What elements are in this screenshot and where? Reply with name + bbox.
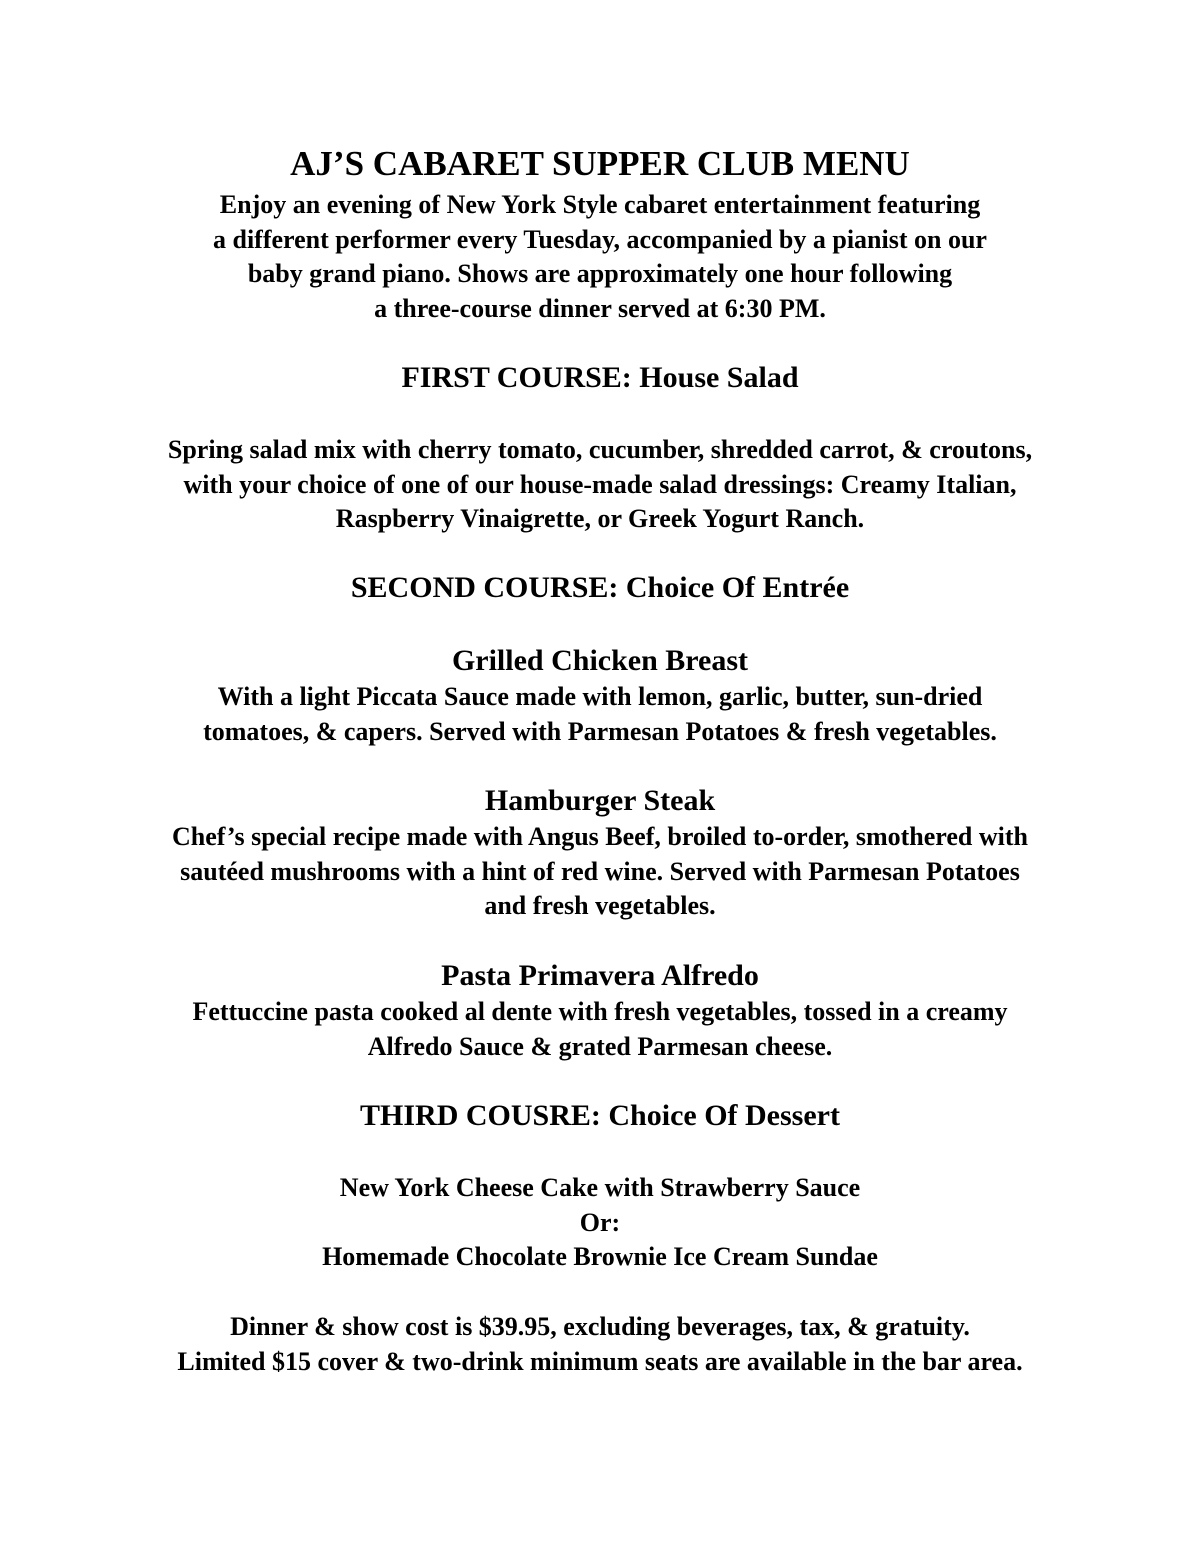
intro-line: baby grand piano. Shows are approximately one hour following (247, 259, 953, 288)
pricing-line: Limited $15 cover & two-drink minimum seats are available in the bar area. (177, 1346, 1023, 1376)
dessert-item: New York Cheese Cake with Strawberry Sauce (339, 1173, 861, 1202)
second-course-heading: SECOND COURSE: Choice Of Entrée (350, 571, 850, 604)
description-line: and fresh vegetables. (484, 891, 716, 920)
first-course-heading: FIRST COURSE: House Salad (401, 361, 799, 394)
dessert-list (0, 1171, 1200, 1275)
entree-description (0, 995, 1200, 1064)
description-line: Spring salad mix with cherry tomato, cucumber, shredded carrot, & croutons, (167, 435, 1033, 464)
dessert-separator: Or: (579, 1207, 621, 1237)
entree-name: Pasta Primavera Alfredo (441, 959, 759, 992)
entree-name: Grilled Chicken Breast (451, 644, 749, 677)
description-line: Raspberry Vinaigrette, or Greek Yogurt Ranch. (335, 504, 865, 533)
menu-title: AJ’S CABARET SUPPER CLUB MENU (290, 144, 910, 183)
intro-line: a different performer every Tuesday, accompanied by a pianist on our (213, 224, 987, 254)
intro-line: Enjoy an evening of New York Style cabaret entertainment featuring (219, 190, 981, 219)
description-line: Chef’s special recipe made with Angus Beef, broiled to-order, smothered with (171, 822, 1028, 851)
entree-description (0, 680, 1200, 749)
description-line: tomatoes, & capers. Served with Parmesan Potatoes & fresh vegetables. (203, 716, 997, 746)
description-line: Fettuccine pasta cooked al dente with fresh vegetables, tossed in a creamy (192, 997, 1008, 1026)
entree-name: Hamburger Steak (484, 784, 716, 817)
description-line: sautéed mushrooms with a hint of red wine. Served with Parmesan Potatoes (180, 856, 1020, 886)
intro-line: a three-course dinner served at 6:30 PM. (374, 293, 826, 323)
intro-paragraph (0, 188, 1200, 326)
description-line: With a light Piccata Sauce made with lemon, garlic, butter, sun-dried (217, 682, 983, 711)
pricing-line: Dinner & show cost is $39.95, excluding beverages, tax, & gratuity. (230, 1312, 970, 1341)
pricing-info (0, 1310, 1200, 1379)
description-line: Alfredo Sauce & grated Parmesan cheese. (367, 1031, 833, 1061)
third-course-heading: THIRD COUSRE: Choice Of Dessert (360, 1099, 840, 1132)
entree-description (0, 820, 1200, 924)
description-line: with your choice of one of our house-made salad dressings: Creamy Italian, (183, 469, 1017, 499)
dessert-item: Homemade Chocolate Brownie Ice Cream Sundae (322, 1242, 878, 1271)
first-course-description (0, 433, 1200, 537)
